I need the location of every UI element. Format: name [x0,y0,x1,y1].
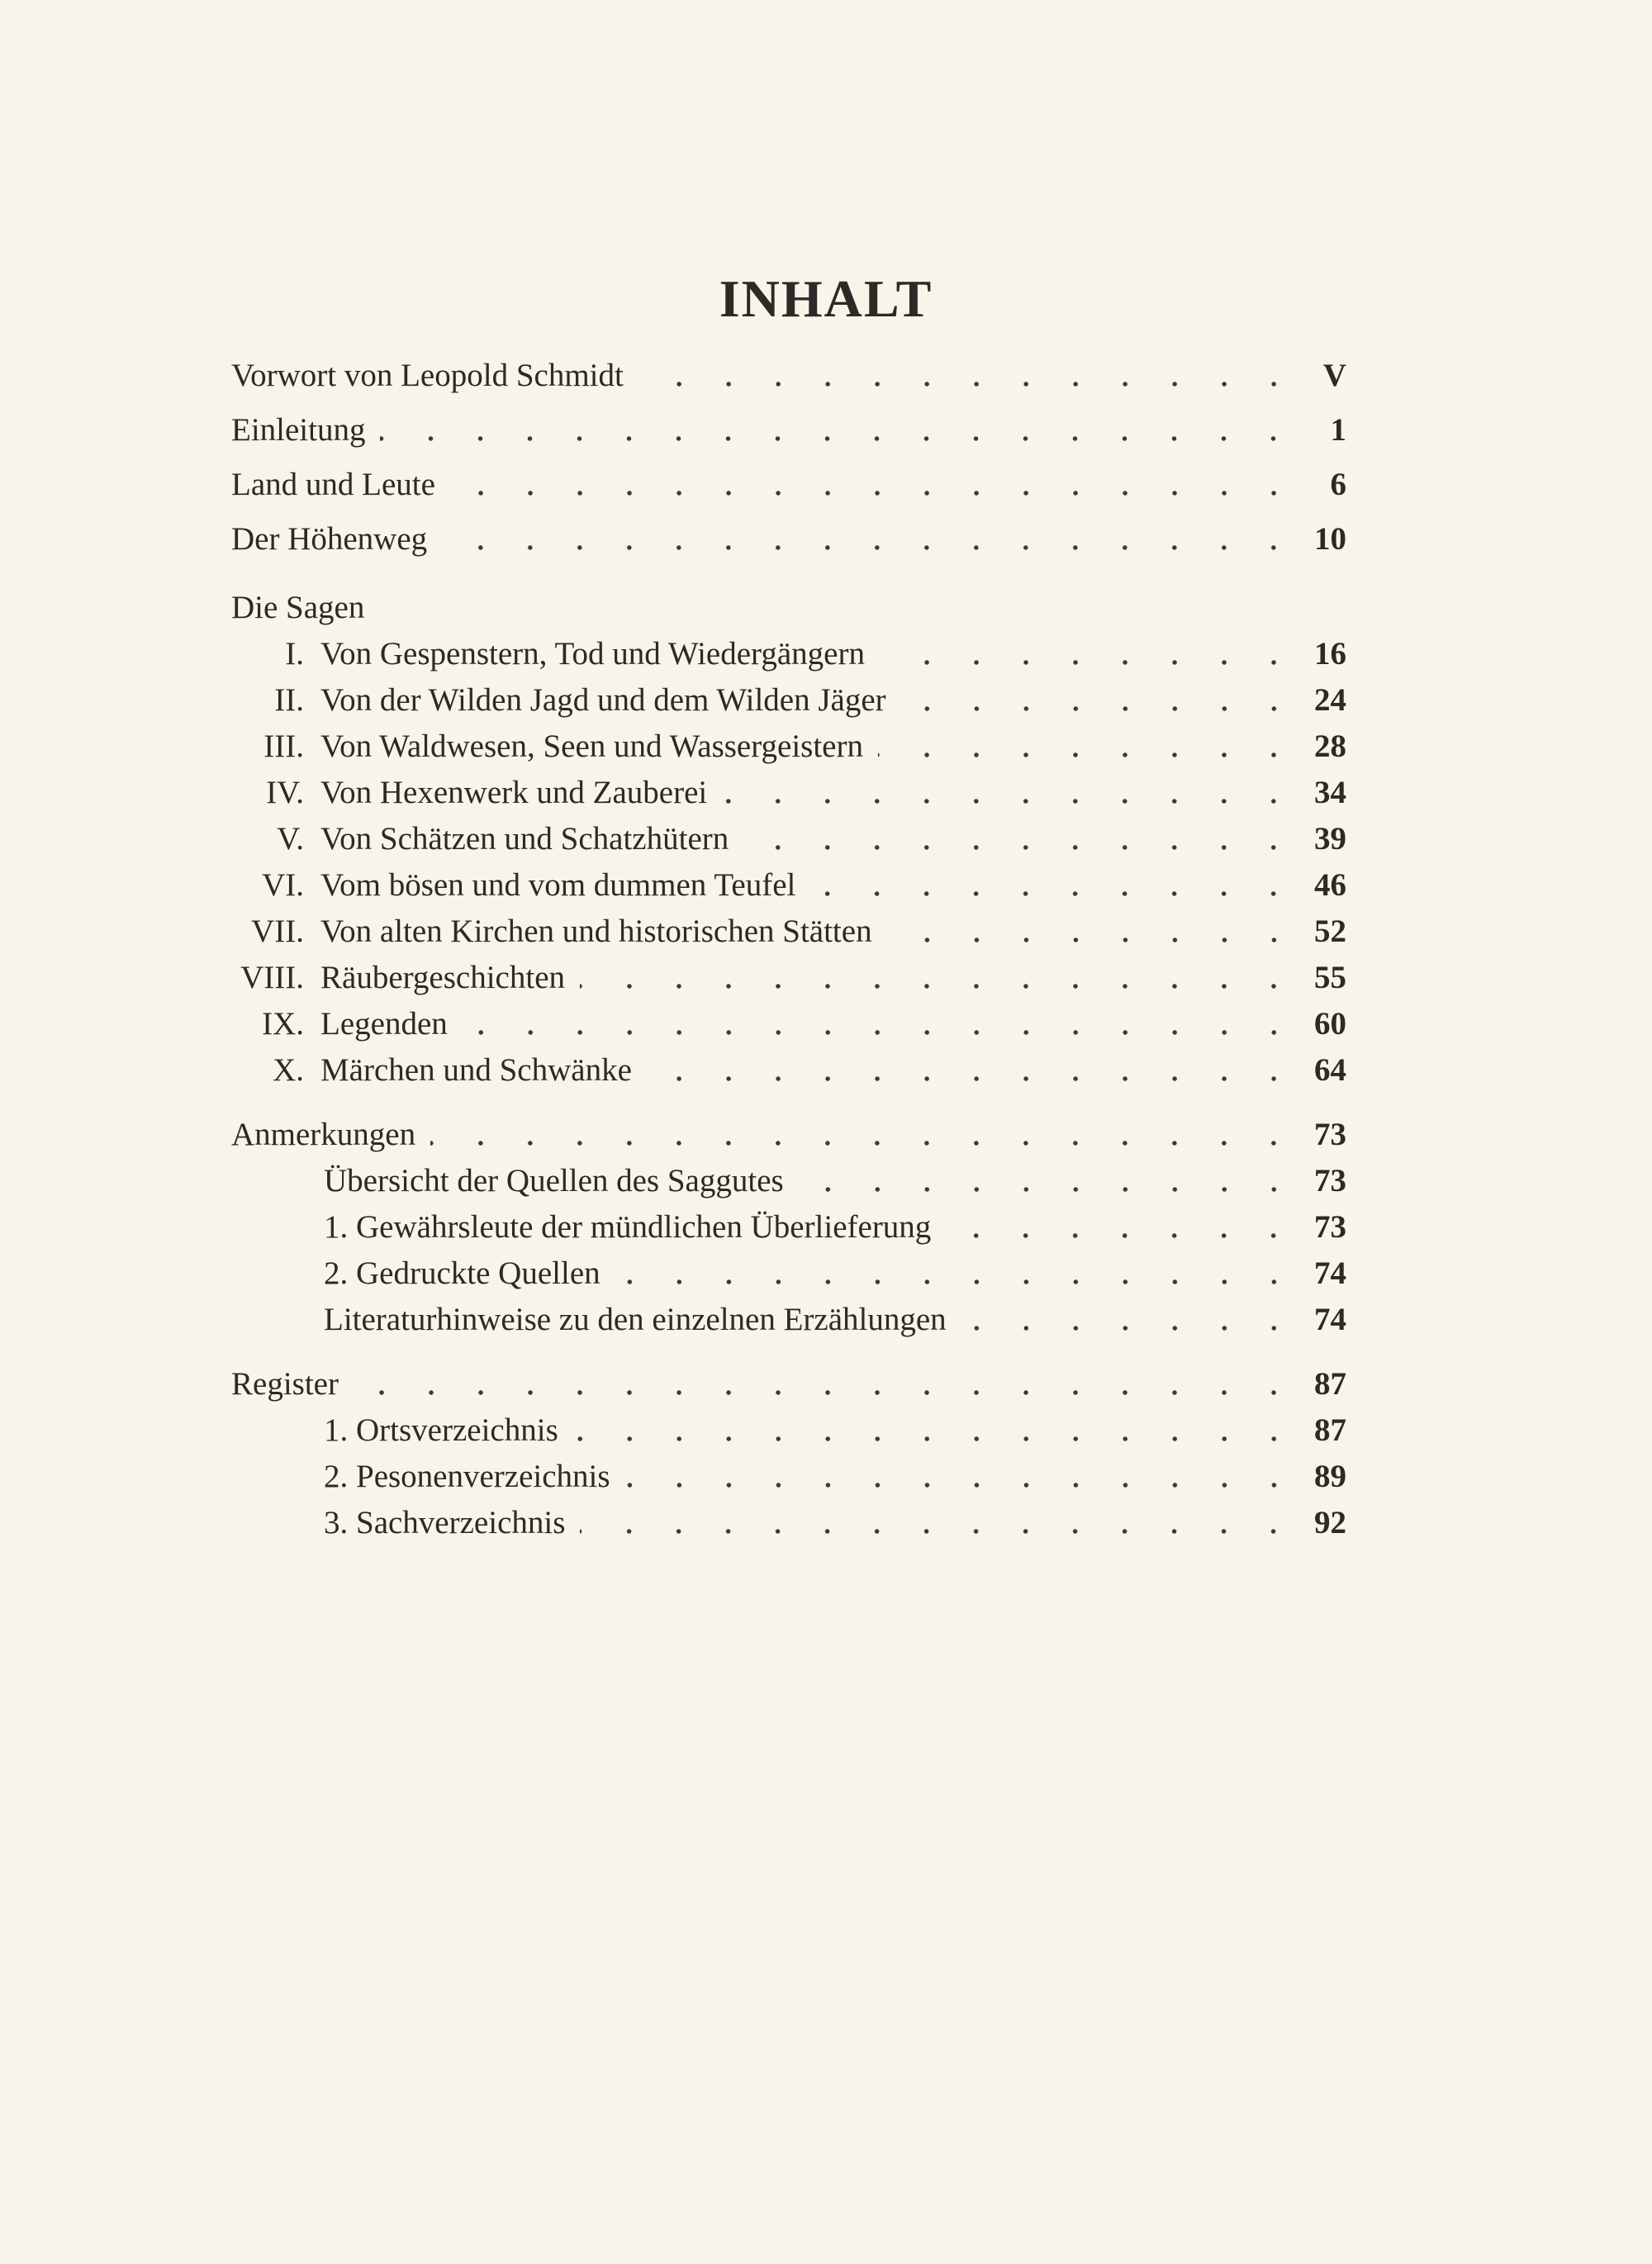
toc-entry [231,631,1346,677]
entry-label: 2. Pesonenverzeichnis [324,1459,610,1494]
entry-number: IX. [262,1006,304,1042]
toc-entry [231,1112,1346,1158]
dot-leader [354,1387,1298,1398]
entry-label: 1. Ortsverzeichnis [324,1412,558,1448]
entry-label: Vom bösen und vom dummen Teufel [320,867,796,903]
page-number: 64 [1314,1052,1346,1088]
page-number: 34 [1314,775,1346,810]
dot-leader [901,703,1298,714]
page-number: 1 [1330,412,1346,448]
page-number: 60 [1314,1006,1346,1042]
section-heading [231,585,1346,631]
page-number: 92 [1314,1505,1346,1540]
page-number: 74 [1314,1302,1346,1337]
entry-label: Von Waldwesen, Seen und Wassergeistern [320,729,863,764]
toc-entry [231,955,1346,1001]
entry-number: VI. [262,867,304,903]
entry-label: Übersicht der Quellen des Saggutes [324,1163,784,1198]
toc-entry [231,862,1346,909]
entry-label: Literaturhinweise zu den einzelnen Erzählungen [324,1302,947,1337]
page-number: 73 [1314,1209,1346,1245]
dot-leader [615,1276,1298,1288]
dot-leader [799,1184,1298,1195]
toc-entry [231,770,1346,816]
dot-leader [880,657,1298,668]
page-number: 73 [1314,1117,1346,1152]
toc-entry [231,1158,1346,1204]
page-number: 6 [1330,467,1346,502]
dot-leader [430,1137,1298,1149]
entry-label: Die Sagen [231,590,365,625]
dot-leader [450,487,1298,499]
entry-number: II. [274,682,304,718]
page-number: 16 [1314,636,1346,672]
page-number: 87 [1314,1412,1346,1448]
toc-entry [231,1204,1346,1251]
entry-label: Legenden [320,1006,448,1042]
toc-entry [231,724,1346,770]
entry-label: Märchen und Schwänke [320,1052,632,1088]
toc-entry [231,816,1346,862]
dot-leader [722,795,1298,807]
toc-entry [231,458,1346,512]
page-number: 52 [1314,914,1346,949]
page-number: 28 [1314,729,1346,764]
entry-label: 2. Gedruckte Quellen [324,1255,601,1291]
entry-number: X. [273,1052,304,1088]
dot-leader [573,1433,1298,1445]
table-of-contents [231,349,1346,1546]
entry-number: I. [285,636,304,672]
entry-label: Räubergeschichten [320,960,566,995]
dot-leader [878,749,1298,761]
entry-label: 3. Sachverzeichnis [324,1505,566,1540]
entry-label: Von der Wilden Jagd und dem Wilden Jäger [320,682,886,718]
entry-number: III. [263,729,304,764]
dot-leader [580,980,1298,992]
toc-entry [231,909,1346,955]
toc-entry [231,1454,1346,1500]
entry-label: Von Schätzen und Schatzhütern [320,821,729,857]
dot-leader [946,1230,1298,1241]
dot-leader [961,1322,1298,1334]
dot-leader [463,1027,1298,1038]
dot-leader [810,888,1298,899]
page-number: V [1322,358,1346,393]
dot-leader [647,1073,1298,1085]
page-number: 73 [1314,1163,1346,1198]
entry-label: Register [231,1366,339,1402]
entry-label: Land und Leute [231,467,435,502]
entry-label: Einleitung [231,412,366,448]
toc-entry [231,1047,1346,1094]
page-number: 89 [1314,1459,1346,1494]
page-number: 24 [1314,682,1346,718]
entry-label: Der Höhenweg [231,521,428,557]
dot-leader [887,934,1298,946]
dot-leader [638,378,1298,390]
page-title: INHALT [719,269,933,328]
dot-leader [380,433,1298,444]
page-number: 39 [1314,821,1346,857]
entry-label: Von Hexenwerk und Zauberei [320,775,708,810]
entry-label: Von Gespenstern, Tod und Wiedergängern [320,636,865,672]
dot-leader [580,1526,1298,1537]
dot-leader [625,1479,1298,1491]
entry-label: Von alten Kirchen und historischen Stätten [320,914,872,949]
dot-leader [442,542,1298,553]
page-number: 55 [1314,960,1346,995]
entry-number: VII. [251,914,304,949]
toc-entry [231,1407,1346,1454]
toc-entry [231,403,1346,458]
toc-entry [231,349,1346,403]
entry-number: V. [277,821,304,857]
toc-entry [231,1297,1346,1343]
entry-label: Vorwort von Leopold Schmidt [231,358,624,393]
toc-entry [231,1001,1346,1047]
toc-entry [231,677,1346,724]
entry-label: Anmerkungen [231,1117,416,1152]
toc-entry [231,1500,1346,1546]
page-number: 46 [1314,867,1346,903]
page-number: 10 [1314,521,1346,557]
toc-entry [231,1251,1346,1297]
dot-leader [743,842,1298,853]
page-number: 87 [1314,1366,1346,1402]
entry-number: VIII. [240,960,304,995]
entry-label: 1. Gewährsleute der mündlichen Überlieferung [324,1209,932,1245]
toc-entry [231,512,1346,567]
toc-entry [231,1361,1346,1407]
page-number: 74 [1314,1255,1346,1291]
entry-number: IV. [266,775,304,810]
